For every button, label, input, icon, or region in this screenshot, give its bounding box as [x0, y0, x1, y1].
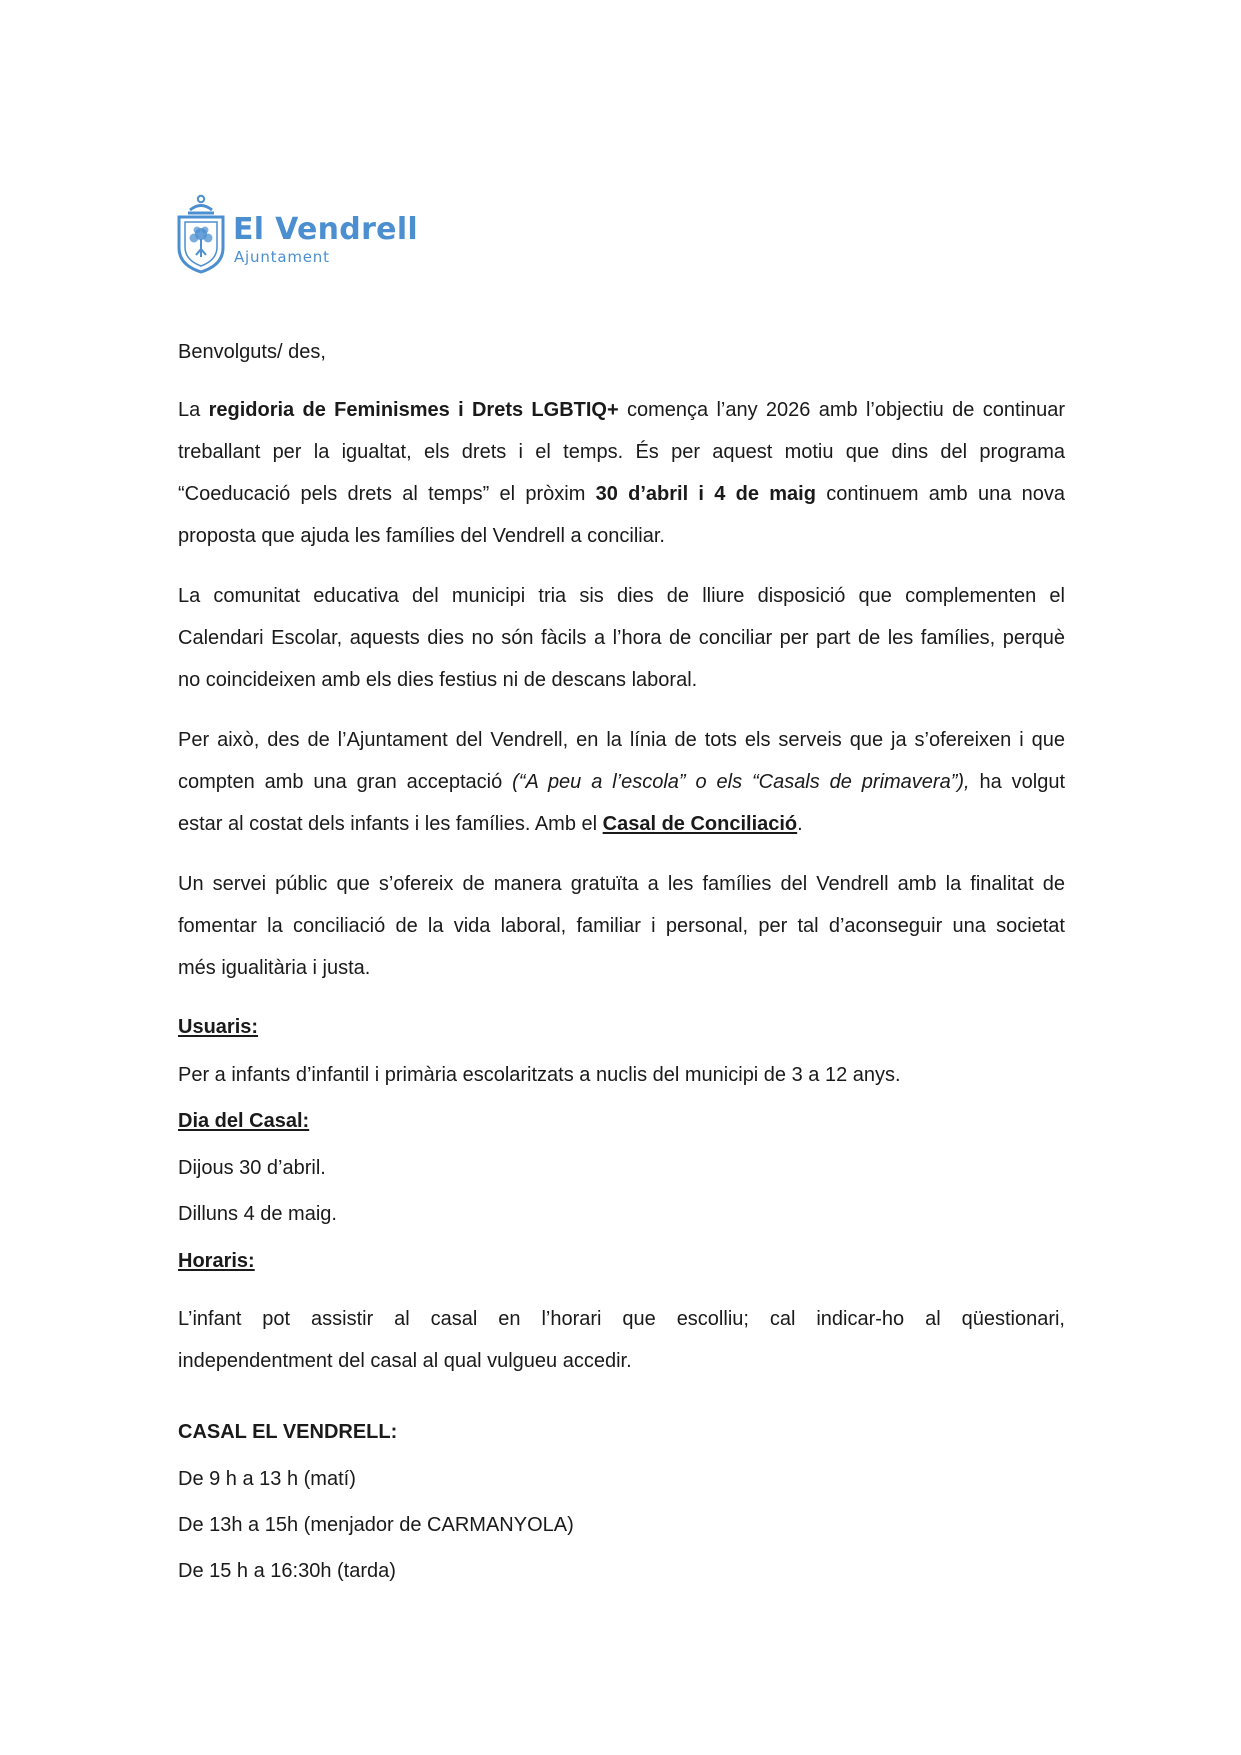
paragraph-2-line-1: La comunitat educativa del municipi tria sis dies de lliure disposició que complementen el [178, 585, 1065, 607]
paragraph-1-line-3: “Coeducació pels drets al temps” el pròxim 30 d’abril i 4 de maig continuem amb una nova [178, 483, 1065, 505]
event-dates: 30 d’abril i 4 de maig [595, 483, 816, 505]
greeting: Benvolguts/ des, [178, 341, 326, 363]
horaris-heading: Horaris: [178, 1250, 255, 1272]
horaris-line-2: independentment del casal al qual vulgueu accedir. [178, 1350, 632, 1372]
services-examples: (“A peu a l’escola” o els “Casals de primavera”), [512, 771, 970, 793]
paragraph-4-line-1: Un servei públic que s’ofereix de manera gratuïta a les famílies del Vendrell amb la finalitat de [178, 873, 1065, 895]
casal-slot-3: De 15 h a 16:30h (tarda) [178, 1560, 396, 1582]
casal-slot-1: De 9 h a 13 h (matí) [178, 1468, 356, 1490]
paragraph-4-line-3: més igualitària i justa. [178, 957, 371, 979]
paragraph-1-line-4: proposta que ajuda les famílies del Vendrell a conciliar. [178, 525, 665, 547]
paragraph-1-line-1: La regidoria de Feminismes i Drets LGBTIQ+ comença l’any 2026 amb l’objectiu de continuar [178, 399, 1065, 421]
casal-heading: CASAL EL VENDRELL: [178, 1421, 398, 1443]
usuaris-text: Per a infants d’infantil i primària escolaritzats a nuclis del municipi de 3 a 12 anys. [178, 1064, 901, 1086]
dia-day-1: Dijous 30 d’abril. [178, 1157, 326, 1179]
dia-day-2: Dilluns 4 de maig. [178, 1203, 337, 1225]
crest-icon [176, 193, 226, 275]
casal-slot-2: De 13h a 15h (menjador de CARMANYOLA) [178, 1514, 574, 1536]
paragraph-3-line-1: Per això, des de l’Ajuntament del Vendrell, en la línia de tots els serveis que ja s’ofereixen i que [178, 729, 1065, 751]
paragraph-3-line-3: estar al costat dels infants i les famílies. Amb el Casal de Conciliació. [178, 813, 803, 835]
casal-conciliacio: Casal de Conciliació [602, 813, 798, 835]
paragraph-2-line-2: Calendari Escolar, aquests dies no són fàcils a l’hora de conciliar per part de les famílies, perquè [178, 627, 1065, 649]
horaris-line-1: L’infant pot assistir al casal en l’horari que escolliu; cal indicar-ho al qüestionari, [178, 1308, 1065, 1330]
paragraph-3-line-2: compten amb una gran acceptació (“A peu a l’escola” o els “Casals de primavera”), ha volgut [178, 771, 1066, 793]
paragraph-4-line-2: fomentar la conciliació de la vida laboral, familiar i personal, per tal d’aconseguir una societat [178, 915, 1065, 937]
el-vendrell-logo [176, 193, 418, 275]
paragraph-1-line-2: treballant per la igualtat, els drets i el temps. És per aquest motiu que dins del programa [178, 441, 1065, 463]
logo-subtitle: Ajuntament [234, 248, 330, 266]
usuaris-heading: Usuaris: [178, 1016, 259, 1038]
regidoria-name: regidoria de Feminismes i Drets LGBTIQ+ [208, 399, 619, 421]
paragraph-2-line-3: no coincideixen amb els dies festius ni de descans laboral. [178, 669, 698, 691]
dia-heading: Dia del Casal: [178, 1110, 310, 1132]
logo-name: El Vendrell [233, 212, 418, 247]
